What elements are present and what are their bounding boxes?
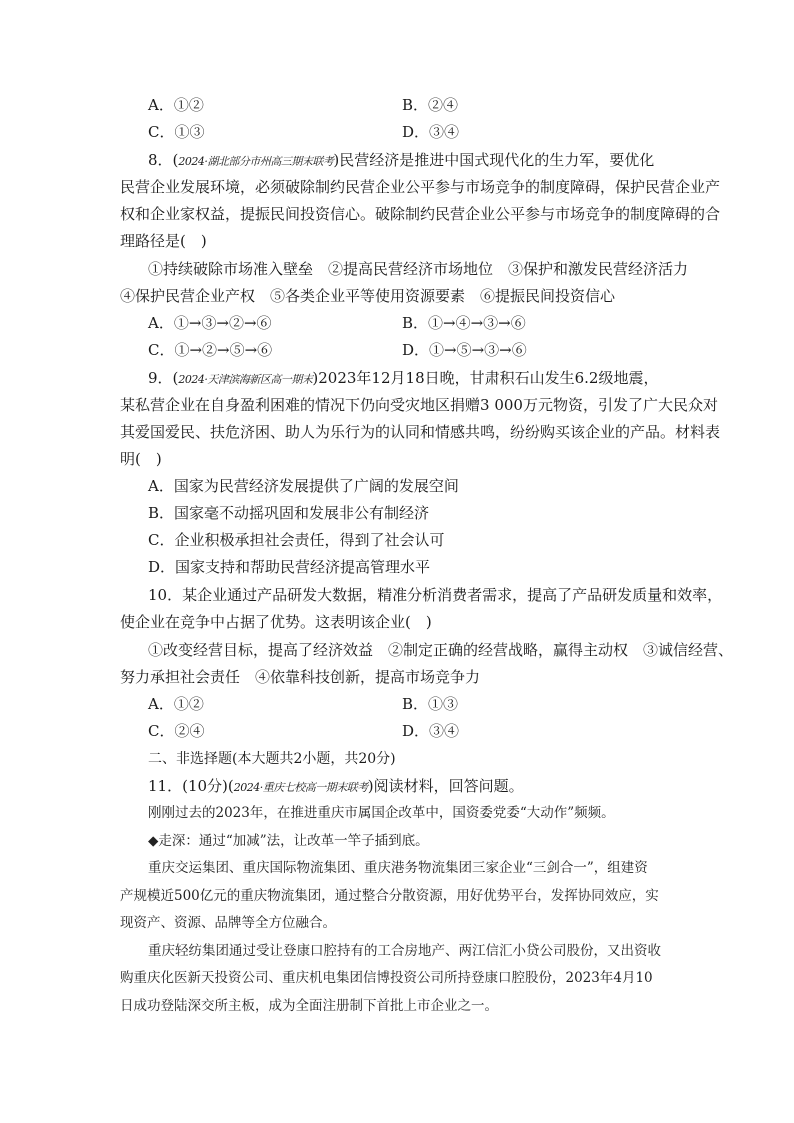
section-heading: 二、非选择题(本大题共2小题，共20分)	[148, 751, 396, 767]
q7-option-c: C．①③	[148, 123, 205, 141]
q8-option-d: D．①→⑤→③→⑥	[402, 341, 527, 359]
q9-stem-line4: 明( )	[120, 450, 162, 468]
q10-option-b: B．①③	[402, 695, 459, 713]
q11-source: 2024·重庆七校高一期末联考	[233, 781, 368, 794]
q11-material-line1: 刚刚过去的2023年，在推进重庆市属国企改革中，国资委党委“大动作”频频。	[148, 805, 615, 821]
q11-material-line8: 日成功登陆深交所主板，成为全面注册制下首批上市企业之一。	[120, 998, 498, 1014]
q10-items-line1: ①改变经营目标，提高了经济效益 ②制定正确的经营战略，赢得主动权 ③诚信经营、	[148, 641, 734, 659]
q9-stem-line3: 其爱国爱民、扶危济困、助人为乐行为的认同和情感共鸣，纷纷购买该企业的产品。材料表	[120, 423, 721, 441]
q10-items-line2: 努力承担社会责任 ④依靠科技创新，提高市场竞争力	[120, 668, 481, 686]
q9-option-a: A．国家为民营经济发展提供了广阔的发展空间	[148, 477, 459, 495]
q11-material-line4: 产规模近500亿元的重庆物流集团，通过整合分散资源，用好优势平台，发挥协同效应，实	[120, 888, 659, 904]
q8-number: 8．(	[148, 151, 179, 169]
q8-option-c: C．①→②→⑤→⑥	[148, 341, 273, 359]
q11-number: 11．(10分)(	[148, 777, 234, 795]
q8-option-a: A．①→③→②→⑥	[148, 314, 272, 332]
q10-option-a: A．①②	[148, 695, 204, 713]
q9-number: 9．(	[148, 369, 179, 387]
q11-material-line2: ◆走深：通过“加减”法，让改革一竿子插到底。	[148, 833, 429, 849]
q11-material-line5: 现资产、资源、品牌等全方位融合。	[120, 915, 336, 931]
q8-items-line1: ①持续破除市场准入壁垒 ②提高民营经济市场地位 ③保护和激发民营经济活力	[148, 260, 689, 278]
q7-option-d: D．③④	[402, 123, 460, 141]
q8-stem-line2: 民营企业发展环境，必须破除制约民营企业公平参与市场竞争的制度障碍，保护民营企业产	[120, 178, 721, 196]
q11-material-line3: 重庆交运集团、重庆国际物流集团、重庆港务物流集团三家企业“三剑合一”，组建资	[148, 860, 648, 876]
q11-material-line6: 重庆轻纺集团通过受让登康口腔持有的工合房地产、两江信汇小贷公司股份，又出资收	[148, 943, 661, 959]
q8-option-b: B．①→④→③→⑥	[402, 314, 526, 332]
q8-items-line2: ④保护民营企业产权 ⑤各类企业平等使用资源要素 ⑥提振民间投资信心	[120, 287, 616, 305]
q11-instruction: )阅读材料，回答问题。	[367, 777, 524, 795]
q8-stem-text: )民营经济是推进中国式现代化的生力军，要优化	[333, 151, 655, 169]
q8-stem-line3: 权和企业家权益，提振民间投资信心。破除制约民营企业公平参与市场竞争的制度障碍的合	[120, 205, 721, 223]
q8-stem-line1	[148, 150, 654, 172]
q10-stem-line1: 10．某企业通过产品研发大数据，精准分析消费者需求，提高了产品研发质量和效率，	[148, 586, 723, 604]
q11-stem	[148, 776, 524, 798]
q7-option-b: B．②④	[402, 96, 459, 114]
q10-stem-line2: 使企业在竞争中占据了优势。这表明该企业( )	[120, 613, 432, 631]
q11-material-line7: 购重庆化医新天投资公司、重庆机电集团信博投资公司所持登康口腔股份，2023年4月10	[120, 970, 653, 986]
q9-option-c: C．企业积极承担社会责任，得到了社会认可	[148, 531, 445, 549]
q9-option-d: D．国家支持和帮助民营经济提高管理水平	[148, 558, 431, 576]
q10-option-d: D．③④	[402, 722, 460, 740]
q8-stem-line4: 理路径是( )	[120, 232, 207, 250]
q8-source: 2024·湖北部分市州高三期末联考	[178, 155, 334, 168]
q9-source: 2024·天津滨海新区高一期末	[178, 373, 313, 386]
q9-stem-line1	[148, 368, 658, 390]
q10-option-c: C．②④	[148, 722, 205, 740]
q7-option-a: A．①②	[148, 96, 204, 114]
q9-option-b: B．国家毫不动摇巩固和发展非公有制经济	[148, 504, 430, 522]
q9-stem-line2: 某私营企业在自身盈利困难的情况下仍向受灾地区捐赠3 000万元物资，引发了广大民众对	[120, 396, 718, 414]
q9-stem-text: )2023年12月18日晚，甘肃积石山发生6.2级地震，	[312, 369, 659, 387]
